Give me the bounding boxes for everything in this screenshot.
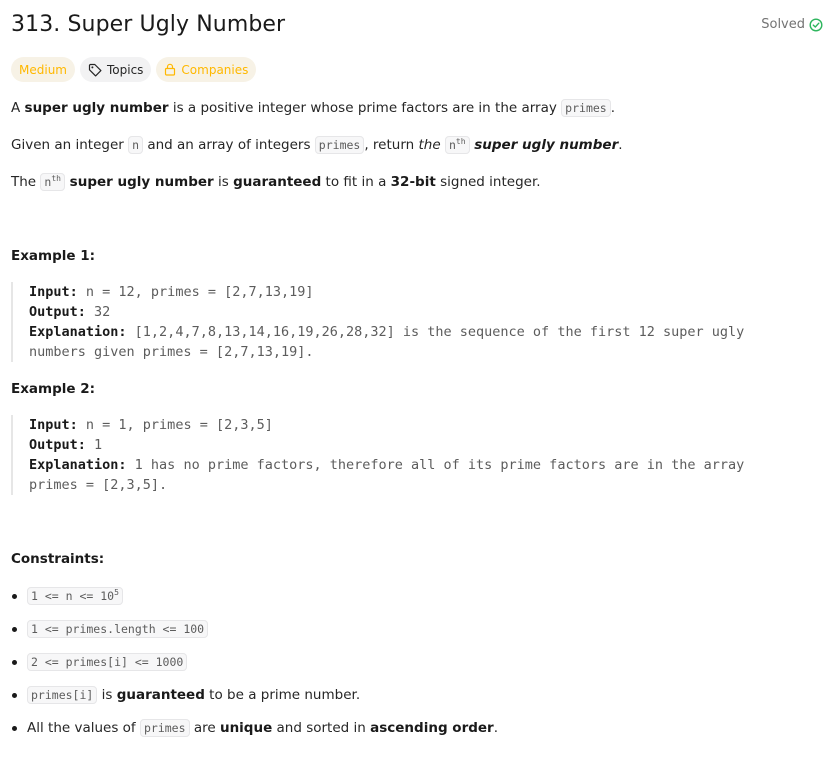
description-paragraph-3: The $n^{th}$ super ugly number is guaranteed to fit in a 32-bit signed integer.: [11, 174, 541, 190]
companies-label: Companies: [181, 62, 249, 77]
check-circle-icon: [809, 18, 823, 32]
constraint-item: All the values of primes are unique and sorted in ascending order.: [11, 718, 498, 751]
example-1-title: Example 1:: [11, 248, 96, 264]
problem-description: [11, 10, 823, 736]
difficulty-badge[interactable]: Medium: [11, 57, 75, 82]
constraint-item: $1 <= n <= 10^5$: [11, 586, 498, 619]
constraint-item: 2 <= primes[i] <= 1000: [11, 652, 498, 685]
problem-title: 313. Super Ugly Number: [11, 12, 286, 37]
example-2-block: Input: n = 1, primes = [2,3,5] Output: 1 Explanation: 1 has no prime factors, therefore all of its prime factors are in the array primes = [2,3,5].: [11, 415, 787, 495]
problem-tags: [11, 57, 823, 82]
tag-icon: [88, 63, 102, 77]
lock-icon: [164, 63, 176, 76]
description-paragraph-2: Given an integer n and an array of integers primes , return the $n^{th}$ super ugly number.: [11, 137, 623, 153]
constraints-list: [11, 586, 498, 751]
problem-header: [11, 10, 823, 44]
constraints-title: Constraints:: [11, 551, 105, 567]
solved-status: [761, 17, 823, 32]
nth-code: $n^{th}$: [40, 173, 65, 191]
solved-label: Solved: [761, 17, 805, 32]
constraint-item: primes[i] is guaranteed to be a prime number.: [11, 685, 498, 718]
example-2-title: Example 2:: [11, 381, 96, 397]
nth-code: $n^{th}$: [445, 136, 470, 154]
example-1-block: Input: n = 12, primes = [2,7,13,19] Output: 32 Explanation: [1,2,4,7,8,13,14,16,19,26,28,32] is the sequence of the first 12 super ugly numbers given primes = [2,7,13,19].: [11, 282, 787, 362]
topics-label: Topics: [106, 62, 144, 77]
constraint-item: 1 <= primes.length <= 100: [11, 619, 498, 652]
companies-button[interactable]: [156, 57, 256, 82]
description-paragraph-1: A super ugly number is a positive integer whose prime factors are in the array primes .: [11, 100, 616, 116]
topics-button[interactable]: [80, 57, 151, 82]
